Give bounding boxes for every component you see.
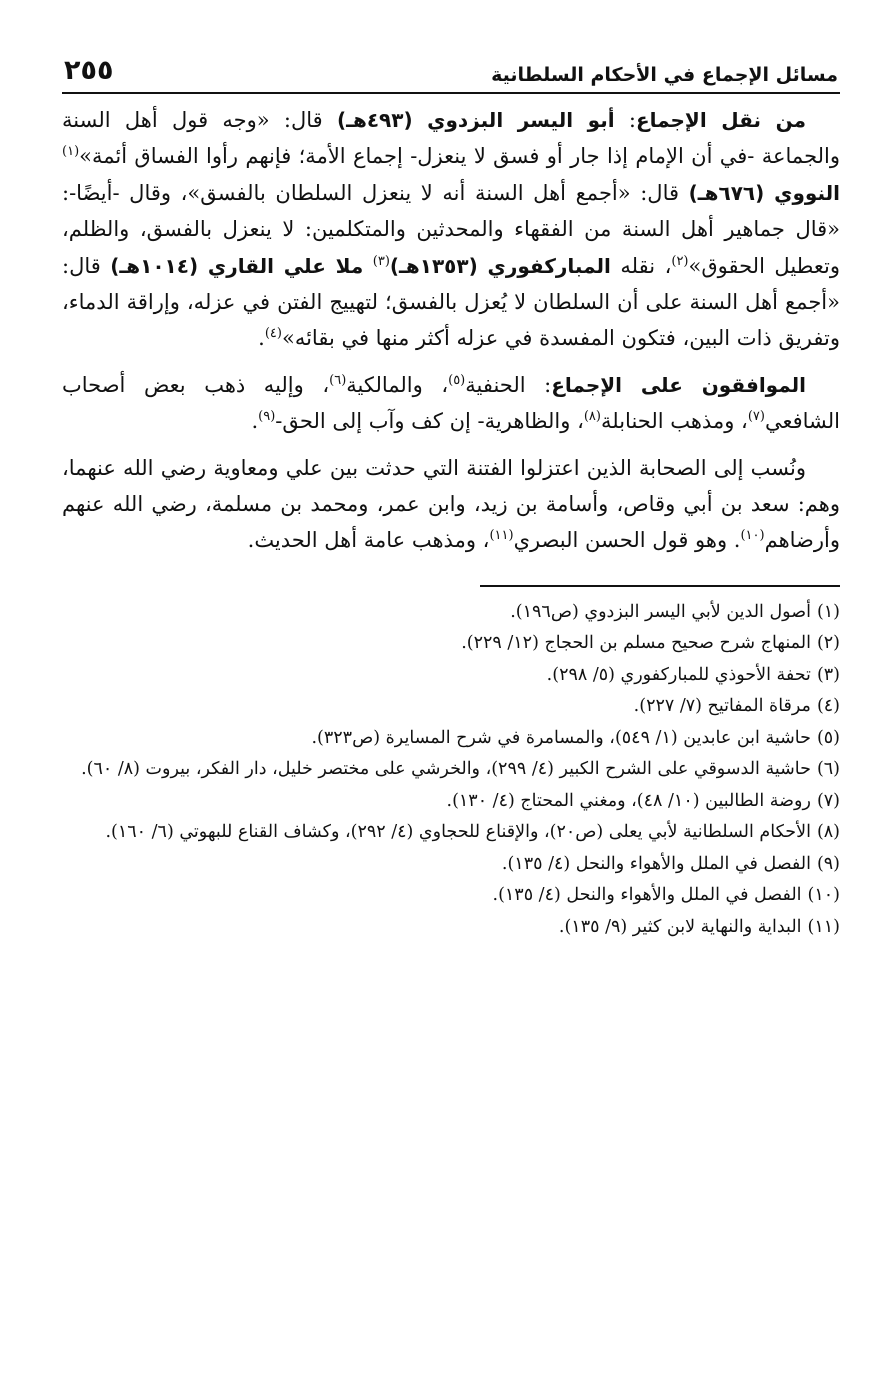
running-title: مسائل الإجماع في الأحكام السلطانية bbox=[491, 64, 838, 86]
footnote-text: البداية والنهاية لابن كثير (٩/ ١٣٥). bbox=[558, 916, 802, 937]
footnote-item bbox=[62, 723, 840, 755]
footnote-number: (١) bbox=[816, 601, 840, 622]
footnote-text: روضة الطالبين (١٠/ ٤٨)، ومغني المحتاج (٤/ ١٣٠). bbox=[446, 790, 811, 811]
text-run: ، نقله bbox=[610, 253, 672, 278]
footnote-ref: (٨) bbox=[583, 409, 601, 425]
text-run: قال: «وجه قول أهل السنة والجماعة -في أن الإمام إذا جار أو فسق لا ينعزل- إجماع الأمة؛ فإنهم رأوا الفساق أئمة» bbox=[62, 108, 840, 169]
footnote-text: حاشية الدسوقي على الشرح الكبير (٤/ ٢٩٩)، والخرشي على مختصر خليل، دار الفكر، بيروت (٨/ ٦٠). bbox=[81, 759, 811, 780]
footnote-ref: (٢) bbox=[671, 253, 689, 269]
text-run: ، والمالكية bbox=[346, 372, 449, 397]
section-lead: الموافقون على الإجماع bbox=[551, 372, 806, 397]
section-lead: من نقل الإجماع bbox=[635, 108, 806, 132]
running-header bbox=[62, 50, 840, 94]
text-run: ، وإليه ذهب بعض أصحاب الشافعي bbox=[62, 372, 840, 434]
footnote-text: حاشية ابن عابدين (١/ ٥٤٩)، والمسامرة في شرح المسايرة (ص٣٢٣). bbox=[311, 727, 811, 748]
footnote-text: الأحكام السلطانية لأبي يعلى (ص٢٠)، والإقناع للحجاوي (٤/ ٢٩٢)، وكشاف القناع للبهوتي (٦/ ١٦٠). bbox=[105, 822, 811, 843]
text-run: ، ومذهب الحنابلة bbox=[600, 409, 748, 434]
footnote-text: الفصل في الملل والأهواء والنحل (٤/ ١٣٥). bbox=[501, 853, 811, 874]
text-run: . bbox=[251, 409, 259, 434]
text-run: قال: «أجمع أهل السنة أنه لا ينعزل السلطان بالفسق»، وقال -أيضًا-: «قال جماهير أهل السنة من الفقهاء والمحدثين والمتكلمين: لا ينعزل بالفسق، والظلم، وتعطيل الحقوق» bbox=[62, 180, 840, 278]
footnote-item bbox=[62, 754, 840, 786]
main-text bbox=[62, 102, 840, 559]
footnote-number: (٢) bbox=[816, 633, 840, 654]
paragraph bbox=[62, 367, 840, 440]
footnote-text: مرقاة المفاتيح (٧/ ٢٢٧). bbox=[633, 696, 811, 717]
highlighted-name: المباركفوري (١٣٥٣هـ) bbox=[389, 253, 611, 278]
footnote-ref: (١١) bbox=[489, 528, 514, 544]
footnote-number: (١٠) bbox=[807, 885, 840, 906]
paragraph bbox=[62, 450, 840, 559]
text-run: ونُسب إلى الصحابة الذين اعتزلوا الفتنة التي حدثت بين علي ومعاوية رضي الله عنهما، وهم: سعد بن أبي وقاص، وأسامة بن زيد، وابن عمر، ومحمد بن مسلمة، رضي الله عنهم وأرضاهم bbox=[62, 455, 840, 553]
footnote-ref: (١٠) bbox=[740, 528, 765, 544]
footnote-item bbox=[62, 691, 840, 723]
text-run: ، ومذهب عامة أهل الحديث. bbox=[247, 528, 490, 553]
footnote-item bbox=[62, 660, 840, 692]
footnote-ref: (١) bbox=[62, 144, 80, 160]
highlighted-name: النووي (٦٧٦هـ) bbox=[688, 180, 840, 205]
footnote-number: (٩) bbox=[816, 853, 840, 874]
highlighted-name: أبو اليسر البزدوي (٤٩٣هـ) bbox=[336, 108, 615, 132]
text-run: . bbox=[258, 326, 265, 351]
text-run: : الحنفية bbox=[465, 372, 552, 397]
text-run: : bbox=[614, 108, 636, 132]
text-run: ، والظاهرية- إن كف وآب إلى الحق- bbox=[275, 409, 584, 434]
footnote-text: الفصل في الملل والأهواء والنحل (٤/ ١٣٥). bbox=[492, 885, 802, 906]
text-run: . وهو قول الحسن البصري bbox=[513, 528, 741, 553]
footnote-text: تحفة الأحوذي للمباركفوري (٥/ ٢٩٨). bbox=[546, 664, 811, 685]
footnote-item bbox=[62, 880, 840, 912]
highlighted-name: ملا علي القاري (١٠١٤هـ) bbox=[110, 253, 364, 278]
footnote-item bbox=[62, 849, 840, 881]
footnote-number: (٦) bbox=[816, 759, 840, 780]
footnote-item bbox=[62, 817, 840, 849]
footnote-number: (٧) bbox=[816, 790, 840, 811]
footnote-number: (٣) bbox=[816, 664, 840, 685]
footnote-text: أصول الدين لأبي اليسر البزدوي (ص١٩٦). bbox=[510, 601, 811, 622]
paragraph bbox=[62, 102, 840, 357]
footnote-item bbox=[62, 597, 840, 629]
footnote-ref: (٤) bbox=[264, 326, 282, 342]
footnotes bbox=[62, 597, 840, 944]
text-run bbox=[363, 254, 373, 278]
footnote-number: (٥) bbox=[816, 727, 840, 748]
footnote-ref: (٥) bbox=[448, 372, 466, 388]
footnote-ref: (٣) bbox=[372, 253, 390, 269]
page-number: ٢٥٥ bbox=[64, 55, 114, 86]
footnote-item bbox=[62, 912, 840, 944]
footnote-number: (٤) bbox=[816, 696, 840, 717]
footnote-ref: (٦) bbox=[329, 372, 347, 388]
footnote-text: المنهاج شرح صحيح مسلم بن الحجاج (١٢/ ٢٢٩). bbox=[461, 633, 811, 654]
text-run: قال: «أجمع أهل السنة على أن السلطان لا يُعزل بالفسق؛ لتهييج الفتن في عزله، وإراقة الدماء، وتفريق ذات البين، فتكون المفسدة في عزله أكثر منها في بقائه» bbox=[62, 253, 840, 351]
book-page bbox=[62, 50, 840, 943]
footnote-number: (٨) bbox=[816, 822, 840, 843]
footnote-separator bbox=[480, 585, 840, 587]
footnote-ref: (٧) bbox=[747, 409, 765, 425]
footnote-number: (١١) bbox=[807, 916, 840, 937]
footnote-item bbox=[62, 786, 840, 818]
footnote-ref: (٩) bbox=[258, 409, 276, 425]
footnote-item bbox=[62, 628, 840, 660]
